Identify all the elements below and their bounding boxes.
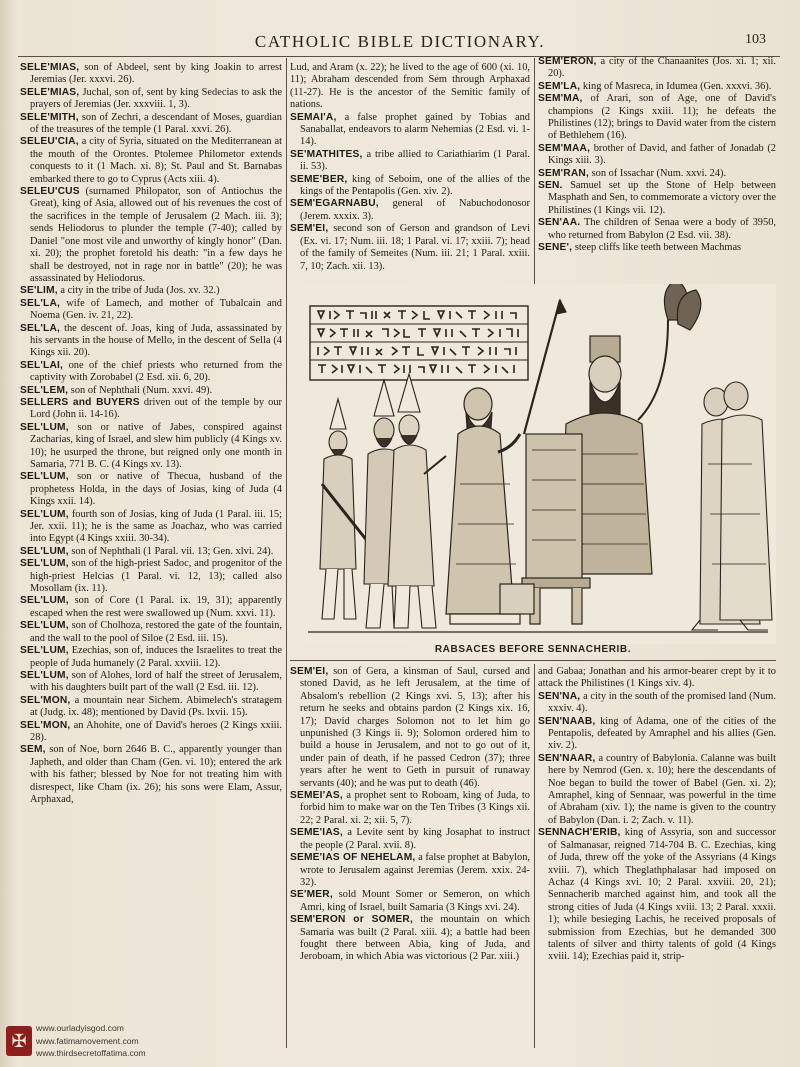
dictionary-entry: [20, 595, 282, 620]
entry-text: king of Assyria, son and successor of Salmanasar, reigned 714-704 B. C. Ezechias, king of Juda, threw off the yoke of the Assyrians (4 Kings xviii. 7), which Theglathphalasar had imposed on Achaz (4 Kings xvi. 10; 2 Paral. xxviii. 20, 21); Sennacherib marched against him, and took all the strong cities of Juda (4 Kings xviii. 13; 2 Paral. xxxii. 1); while besieging Lachis, he received proposals of submission from Ezechias, but he demanded 300 talents of silver and thirty talents of gold (4 Kings xviii. 14); Ezechias paid it, strip-: [548, 827, 776, 963]
entry-text: son of Abdeel, sent by king Joakin to arrest Jeremias (Jer. xxxvi. 26).: [30, 62, 282, 86]
dictionary-entry: [538, 753, 776, 827]
dictionary-entry: [20, 546, 282, 558]
column-divider-right-lower: [534, 664, 535, 1048]
entry-text: Lud, and Aram (x. 22); he lived to the age of 600 (xi. 10, 11); Abraham descended from Sem through Arphaxad (11-27). He is the ancestor of the Semitic family of nations.: [290, 62, 530, 111]
entry-text: a city of Syria, situated on the Mediterranean at the mouth of the Orontes. Ptolemee Philometor extends conquests to it (1 Mach. xi. 8); St. Paul and St. Barnabas embarked there to go to Cyprus (Acts xiii. 4).: [30, 136, 282, 185]
running-title: CATHOLIC BIBLE DICTIONARY.: [254, 32, 546, 51]
column-4: [290, 666, 530, 1048]
column-divider-left: [286, 58, 287, 1048]
entry-headword: SEM'MAA,: [538, 142, 591, 154]
entry-headword: SEL'LEM,: [20, 384, 69, 396]
dictionary-entry: [20, 744, 282, 806]
entry-text: a tribe allied to Cariathiarim (1 Paral. ii. 53).: [300, 148, 530, 173]
entry-headword: SEM'RAN,: [538, 167, 590, 179]
watermark-url-1[interactable]: www.ourladyisgod.com: [36, 1023, 124, 1033]
dictionary-entry: [290, 223, 530, 273]
column-3: [538, 56, 776, 306]
figure-caption: RABSACES BEFORE SENNACHERIB.: [434, 644, 632, 655]
entry-text: son of Cholhoza, restored the gate of the fountain, and the wall to the pool of Siloe (2 Esd. iii. 15).: [30, 620, 282, 644]
dictionary-entry: [290, 852, 530, 889]
dictionary-entry: [538, 827, 776, 963]
entry-text: one of the chief priests who returned from the captivity with Zorobabel (2 Esd. xii. 6, 20).: [30, 359, 282, 384]
dictionary-entry: [290, 790, 530, 827]
entry-text: Juchal, son of, sent by king Sedecias to ask the prayers of Jeremias (Jer. xxxviii. 1, 3).: [30, 86, 282, 111]
entry-headword: SENNACH'ERIB,: [538, 827, 621, 839]
dictionary-entry: [538, 180, 776, 217]
entry-headword: SEME'BER,: [290, 173, 348, 185]
entry-headword: SEL'LUM,: [20, 508, 69, 520]
entry-headword: SEL'LA,: [20, 297, 61, 309]
dictionary-entry: [20, 112, 282, 137]
entry-text: son of Core (1 Paral. ix. 19, 31); apparently escaped when the rest were swallowed up (Num. xxvi. 11).: [30, 595, 282, 619]
entry-text: son of Alohes, lord of half the street of Jerusalem, with his daughters built part of the wall (2 Esd. iii. 12).: [30, 669, 282, 694]
entry-text: (surnamed Philopator, son of Antiochus the Great), king of Asia, allowed out of his revenues the cost of the sacrifices in the temple of Jerusalem (2 Mach. iii. 3); sends Heliodorus to plunder the temple (7-40); called by Daniel "one most vile and unworthy of kingly honor" (Dan. xi. 20); the prophet foretold his death: "in a few days he shall be destroyed, not in rage nor in battle" (20); he was assassinated by Heliodorus.: [30, 186, 282, 284]
dictionary-entry: [290, 62, 530, 112]
entry-text: driven out of the temple by our Lord (John ii. 14-16).: [30, 396, 282, 421]
entry-text: a Levite sent by king Josaphat to instruct the people (2 Paral. xvii. 8).: [300, 827, 530, 851]
entry-headword: SEM'ERON,: [538, 56, 597, 67]
entry-text: a mountain near Sichem. Abimelech's stratagem at (Judg. ix. 48); mentioned by David (Ps. lxvii. 15).: [30, 694, 282, 719]
entry-text: Ezechias, son of, induces the Israelites to treat the people of Juda humanely (2 Paral. xxviii. 12).: [30, 645, 282, 669]
entry-headword: SELEU'CIA,: [20, 136, 79, 148]
entry-headword: SEL'MON,: [20, 694, 71, 706]
cross-emblem-icon: ✠: [6, 1026, 32, 1056]
entry-text: wife of Lamech, and mother of Tubalcain and Noema (Gen. iv. 21, 22).: [30, 297, 282, 322]
entry-text: a false prophet at Babylon, wrote to Jerusalem against Jeremias (Jerem. xxix. 24-32).: [300, 852, 530, 888]
entry-headword: SEM'MA,: [538, 93, 583, 105]
column-2: [290, 62, 530, 302]
dictionary-entry: [20, 620, 282, 645]
site-watermark: [4, 1020, 234, 1064]
column-1: [20, 62, 282, 1048]
dictionary-entry: [538, 242, 776, 254]
entry-headword: SEM'EGARNABU,: [290, 198, 379, 210]
entry-headword: SE'MATHITES,: [290, 148, 363, 160]
dictionary-entry: [290, 198, 530, 223]
entry-text: a prophet sent to Roboam, king of Juda, to forbid him to make war on the Ten Tribes (3 Kings xii. 22; 2 Paral. xi. 2; xii. 5, 7).: [300, 790, 530, 826]
dictionary-entry: [538, 666, 776, 691]
entry-headword: SEL'LUM,: [20, 421, 69, 433]
entry-text: brother of David, and father of Jonadab (2 Kings xiii. 3).: [548, 142, 776, 167]
entry-text: son of the high-priest Sadoc, and progenitor of the high-priest Helcias (1 Paral. vi. 12, 13); called also Mosollam (ix. 11).: [30, 558, 282, 595]
dictionary-entry: [20, 136, 282, 186]
watermark-links: [36, 1022, 146, 1060]
entry-text: son of Zechri, a descendant of Moses, guardian of the treasures of the temple (1 Paral. xxvi. 26).: [30, 111, 282, 136]
entry-text: son or native of Jabes, conspired against Zacharias, king of Israel, and slew him publicly (4 Kings xv. 10); he usurped the throne, but reigned only one month in Samaria, 771 B. C. (4 Kings xv. 13).: [30, 421, 282, 470]
assyrian-relief-illustration: [298, 284, 776, 644]
entry-headword: SEM,: [20, 744, 46, 756]
entry-headword: SELLERS and BUYERS: [20, 396, 140, 408]
entry-text: and Gabaa; Jonathan and his armor-bearer crept by it to attack the Philistines (1 Kings xiv. 4).: [538, 666, 776, 690]
dictionary-entry: [20, 422, 282, 472]
dictionary-entry: [290, 666, 530, 790]
entry-text: steep cliffs like teeth between Machmas: [574, 242, 742, 254]
entry-text: an Ahohite, one of David's heroes (2 Kings xxiii. 28).: [30, 719, 282, 743]
entry-headword: SELEU'CUS: [20, 186, 80, 198]
entry-text: son of Gera, a kinsman of Saul, cursed and stoned David, as he left Jerusalem, at the time of Absalom's rebellion (2 Kings xvi. 5, 13); after his return he seeks and obtains pardon (2 Kings xix. 16, 17); David charges Solomon not to let him go unpunished (3 Kings ii. 9); Solomon ordered him to build a house in Jerusalem, and not to go out of it, under pain of death, if he passed Cedron (37); three years after he went to Geth in pursuit of runaway servants (40); and he was put to death (46).: [300, 666, 530, 789]
dictionary-entry: [538, 691, 776, 716]
entry-text: Samuel set up the Stone of Help between Masphath and Sen, to commemorate a victory over the Philistines (1 Kings vii. 12).: [548, 180, 776, 216]
watermark-url-2[interactable]: www.fatimamovement.com: [36, 1035, 139, 1046]
entry-text: of Arari, son of Age, one of David's champions (2 Kings xxiii. 11); he defeats the Philistines (12); brings to David water from the cistern of Bethlehem (16).: [548, 93, 776, 142]
entry-headword: SENE',: [538, 242, 573, 254]
dictionary-entry: [20, 720, 282, 745]
dictionary-entry: [20, 285, 282, 297]
column-5: [538, 666, 776, 1048]
dictionary-entry: [20, 471, 282, 508]
dictionary-entry: [20, 62, 282, 87]
entry-text: the mountain on which Samaria was built (2 Paral. xiii. 4); a battle had been fought there between Abia, king of Juda, and Jeroboam, in which Abia was victorious (2 Par. xiii.): [300, 914, 530, 963]
dictionary-entry: [20, 558, 282, 595]
entry-headword: SEN'NAAB,: [538, 715, 596, 727]
entry-text: king of Seboim, one of the allies of the kings of the Pentapolis (Gen. xiv. 2).: [300, 173, 530, 198]
entry-headword: SEME'IAS,: [290, 827, 343, 839]
entry-headword: SELE'MIAS,: [20, 62, 80, 73]
entry-headword: SEL'MON,: [20, 719, 71, 731]
entry-text: son of Nephthali (1 Paral. vii. 13; Gen. xlvi. 24).: [71, 545, 274, 557]
entry-text: king of Adama, one of the cities of the Pentapolis, defeated by Amraphel and his allies (Gen. xiv. 2).: [548, 715, 776, 752]
dictionary-entry: [20, 385, 282, 397]
dictionary-entry: [20, 323, 282, 360]
entry-text: the descent of. Joas, king of Juda, assassinated by his servants in the house of Mello, in the descent of Sella (4 Kings xii. 20).: [30, 322, 282, 359]
dictionary-entry: [290, 112, 530, 149]
entry-headword: SEME'IAS OF NEHELAM,: [290, 852, 416, 864]
dictionary-entry: [20, 360, 282, 385]
entry-text: son of Nephthali (Num. xxvi. 49).: [70, 384, 213, 396]
entry-headword: SEN'AA.: [538, 217, 581, 229]
entry-text: a country of Babylonia. Calanne was built here by Nemrod (Gen. x. 10); here the descendants of Noe began to build the tower of Babel (Gen. xi. 2); Amraphel, king of Sennaar, was powerful in the time of Abraham (xiv. 1); the name is given to the country of Babylon (Dan. i. 2; Zach. v. 11).: [548, 752, 776, 826]
dictionary-entry: [538, 143, 776, 168]
entry-text: son or native of Thecua, husband of the prophetess Holda, in the days of Josias, king of Juda (4 Kings xxii. 14).: [30, 471, 282, 508]
column-divider-right-upper: [534, 58, 535, 306]
entry-text: son of Issachar (Num. xxvi. 24).: [591, 167, 727, 179]
entry-text: The children of Senaa were a body of 3950, who returned from Babylon (2 Esd. vii. 38).: [548, 217, 776, 241]
entry-text: second son of Gerson and grandson of Levi (Ex. vi. 17; Num. iii. 18; 1 Paral. vi. 17; xxiii. 7); head of the family of Semeites (Num. iii. 21; 1 Paral. xxiii. 7, 10; Zach. xii. 13).: [300, 223, 530, 272]
entry-text: a city of the Chanaanites (Jos. xi. 1; xii. 20).: [548, 56, 776, 80]
entry-headword: SEN'NAAR,: [538, 752, 596, 764]
entry-text: a false prophet gained by Tobias and Sanaballat, endeavors to alarm Nehemias (2 Esd. vi. 1-14).: [300, 111, 530, 148]
entry-text: a city in the south of the promised land (Num. xxxiv. 4).: [548, 690, 776, 715]
dictionary-entry: [20, 397, 282, 422]
caption-rule: [290, 660, 776, 661]
dictionary-entry: [538, 716, 776, 753]
page-number: 103: [745, 32, 766, 47]
dictionary-entry: [20, 87, 282, 112]
entry-headword: SEL'LUM,: [20, 595, 69, 607]
dictionary-entry: [290, 914, 530, 964]
entry-headword: SEM'EI,: [290, 666, 329, 677]
dictionary-entry: [290, 174, 530, 199]
entry-text: a city in the tribe of Juda (Jos. xv. 32.): [60, 285, 220, 297]
entry-headword: SEM'LA,: [538, 80, 581, 92]
entry-headword: SE'LIM,: [20, 285, 58, 297]
dictionary-entry: [538, 168, 776, 180]
entry-headword: SEL'LUM,: [20, 669, 69, 681]
entry-headword: SEM'ERON or SOMER,: [290, 914, 413, 926]
entry-text: king of Masreca, in Idumea (Gen. xxxvi. 36).: [582, 80, 772, 92]
entry-headword: SEN'NA,: [538, 690, 581, 702]
entry-text: son of Noe, born 2646 B. C., apparently younger than Japheth, and older than Cham (Gen. vi. 10); entered the ark with his father; blessed by Noe for not treating him with disrespect, like Cham (ix. 26); his sons were Elam, Assur, Arphaxad,: [30, 744, 282, 805]
dictionary-entry: [538, 81, 776, 93]
entry-headword: SEL'LUM,: [20, 620, 69, 632]
entry-headword: SEL'LUM,: [20, 558, 69, 570]
entry-headword: SE'MER,: [290, 889, 333, 901]
dictionary-entry: [20, 695, 282, 720]
entry-headword: SELE'MIAS,: [20, 86, 80, 98]
entry-headword: SEL'LUM,: [20, 471, 69, 483]
entry-text: general of Nabuchodonosor (Jerem. xxxix. 3).: [300, 198, 530, 222]
dictionary-entry: [290, 149, 530, 174]
entry-headword: SEM'EI,: [290, 223, 329, 235]
entry-headword: SEN.: [538, 180, 563, 192]
entry-headword: SELE'MITH,: [20, 111, 79, 123]
dictionary-entry: [20, 186, 282, 285]
entry-text: sold Mount Somer or Semeron, on which Amri, king of Israel, built Samaria (3 Kings xvi. 24).: [300, 889, 530, 913]
dictionary-entry: [20, 509, 282, 546]
entry-text: fourth son of Josias, king of Juda (1 Paral. iii. 15; Jer. xxii. 11); he is the same as Joachaz, who was carried into Egypt (4 Kings xxiii. 30-34).: [30, 508, 282, 545]
entry-headword: SEMAI'A,: [290, 111, 337, 123]
entry-headword: SEL'LUM,: [20, 545, 69, 557]
engraving-figure: [298, 284, 776, 644]
dictionary-entry: [538, 93, 776, 143]
dictionary-entry: [538, 56, 776, 81]
entry-headword: SEL'LUM,: [20, 645, 69, 657]
dictionary-entry: [290, 827, 530, 852]
watermark-url-3[interactable]: www.thirdsecretoffatima.com: [36, 1048, 146, 1058]
dictionary-entry: [290, 889, 530, 914]
dictionary-entry: [20, 670, 282, 695]
dictionary-entry: [538, 217, 776, 242]
dictionary-entry: [20, 298, 282, 323]
entry-headword: SEL'LAI,: [20, 359, 64, 371]
entry-headword: SEL'LA,: [20, 322, 61, 334]
dictionary-entry: [20, 645, 282, 670]
entry-headword: SEMEI'AS,: [290, 790, 343, 802]
